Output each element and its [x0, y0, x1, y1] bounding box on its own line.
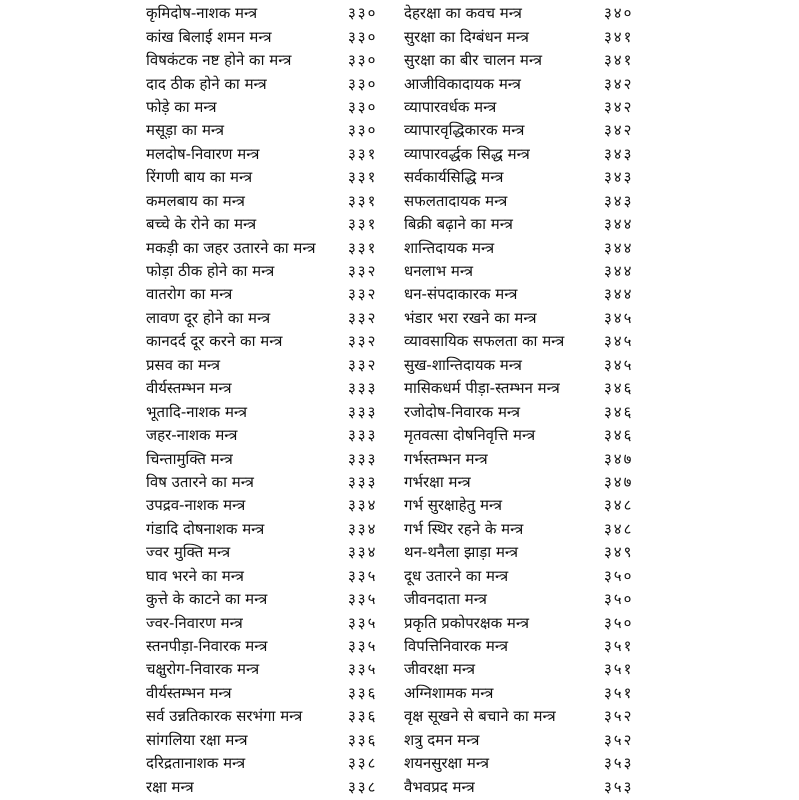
toc-entry — [404, 49, 674, 72]
toc-entry — [404, 588, 674, 611]
toc-entry-title: विपत्तिनिवारक मन्त्र — [404, 637, 508, 656]
toc-entry-page-number: ३४२ — [604, 121, 634, 140]
toc-entry-page-number: ३३३ — [348, 379, 378, 398]
toc-entry — [146, 635, 396, 658]
toc-entry — [404, 705, 674, 728]
toc-entry — [404, 236, 674, 259]
toc-entry-title: कमलबाय का मन्त्र — [146, 191, 245, 210]
toc-entry — [404, 330, 674, 353]
toc-entry-title: गंडादि दोषनाशक मन्त्र — [146, 519, 265, 538]
toc-entry-title: विषकंटक नष्ट होने का मन्त्र — [146, 51, 292, 70]
toc-entry-page-number: ३३१ — [348, 144, 378, 163]
toc-entry-title: जीवरक्षा मन्त्र — [404, 660, 476, 679]
toc-entry-title: वृक्ष सूखने से बचाने का मन्त्र — [404, 707, 556, 726]
toc-entry-page-number: ३४८ — [604, 496, 634, 515]
toc-entry-page-number: ३४७ — [604, 449, 634, 468]
toc-entry-title: प्रसव का मन्त्र — [146, 355, 221, 374]
toc-entry — [404, 25, 674, 48]
toc-entry — [146, 377, 396, 400]
toc-entry-title: प्रकृति प्रकोपरक्षक मन्त्र — [404, 613, 530, 632]
toc-entry-page-number: ३४४ — [604, 238, 634, 257]
toc-entry-title: वीर्यस्तम्भन मन्त्र — [146, 683, 232, 702]
toc-entry — [146, 96, 396, 119]
toc-entry — [146, 447, 396, 470]
toc-entry-page-number: ३४३ — [604, 191, 634, 210]
toc-entry-page-number: ३५१ — [604, 683, 634, 702]
toc-entry — [404, 143, 674, 166]
toc-entry-title: ज्वर मुक्ति मन्त्र — [146, 543, 231, 562]
toc-entry-title: व्यापारवृद्धिकारक मन्त्र — [404, 121, 525, 140]
toc-entry-page-number: ३५० — [604, 566, 634, 585]
toc-entry — [146, 49, 396, 72]
toc-entry-title: गर्भ स्थिर रहने के मन्त्र — [404, 519, 524, 538]
toc-entry-page-number: ३३१ — [348, 168, 378, 187]
toc-entry-title: कांख बिलाई शमन मन्त्र — [146, 27, 272, 46]
toc-entry — [404, 658, 674, 681]
toc-entry-page-number: ३३२ — [348, 285, 378, 304]
toc-entry-page-number: ३३० — [348, 4, 378, 23]
toc-column-left — [146, 2, 396, 799]
toc-entry-page-number: ३५२ — [604, 707, 634, 726]
toc-entry-title: सर्वकार्यसिद्धि मन्त्र — [404, 168, 504, 187]
toc-entry — [146, 307, 396, 330]
toc-entry — [404, 307, 674, 330]
toc-entry-page-number: ३४५ — [604, 332, 634, 351]
toc-entry — [146, 119, 396, 142]
toc-entry-page-number: ३३२ — [348, 332, 378, 351]
toc-entry — [146, 213, 396, 236]
toc-entry-title: शान्तिदायक मन्त्र — [404, 238, 495, 257]
toc-entry — [404, 494, 674, 517]
toc-entry — [146, 330, 396, 353]
toc-entry-page-number: ३३५ — [348, 660, 378, 679]
toc-entry-page-number: ३३८ — [348, 754, 378, 773]
toc-entry-page-number: ३३५ — [348, 566, 378, 585]
toc-entry — [404, 72, 674, 95]
toc-entry — [404, 752, 674, 775]
toc-entry-page-number: ३३० — [348, 74, 378, 93]
toc-entry-title: वीर्यस्तम्भन मन्त्र — [146, 379, 232, 398]
toc-entry-title: मृतवत्सा दोषनिवृत्ति मन्त्र — [404, 426, 536, 445]
toc-entry — [404, 213, 674, 236]
toc-entry — [404, 96, 674, 119]
toc-entry-title: व्यापारवर्द्धक सिद्ध मन्त्र — [404, 144, 530, 163]
toc-entry-page-number: ३३० — [348, 51, 378, 70]
toc-entry-title: आजीविकादायक मन्त्र — [404, 74, 521, 93]
toc-entry-page-number: ३४६ — [604, 379, 634, 398]
toc-entry-title: सर्व उन्नतिकारक सरभंगा मन्त्र — [146, 707, 303, 726]
toc-entry-title: देहरक्षा का कवच मन्त्र — [404, 4, 522, 23]
toc-entry-page-number: ३३२ — [348, 262, 378, 281]
toc-entry-page-number: ३५३ — [604, 777, 634, 796]
toc-entry-page-number: ३४४ — [604, 262, 634, 281]
toc-entry-page-number: ३४० — [604, 4, 634, 23]
toc-entry-title: भंडार भरा रखने का मन्त्र — [404, 308, 537, 327]
toc-entry-page-number: ३३६ — [348, 683, 378, 702]
toc-entry — [404, 400, 674, 423]
toc-entry — [146, 143, 396, 166]
toc-entry-page-number: ३४१ — [604, 27, 634, 46]
toc-entry-title: चिन्तामुक्ति मन्त्र — [146, 449, 233, 468]
toc-entry-page-number: ३३५ — [348, 637, 378, 656]
toc-entry — [146, 541, 396, 564]
toc-entry-page-number: ३३२ — [348, 308, 378, 327]
toc-entry-page-number: ३३४ — [348, 519, 378, 538]
toc-entry — [146, 518, 396, 541]
toc-entry — [146, 775, 396, 798]
toc-entry — [404, 377, 674, 400]
toc-entry — [146, 729, 396, 752]
toc-entry-title: ज्वर-निवारण मन्त्र — [146, 613, 243, 632]
toc-entry-title: रक्षा मन्त्र — [146, 777, 194, 796]
toc-entry-title: शयनसुरक्षा मन्त्र — [404, 754, 490, 773]
toc-entry — [404, 775, 674, 798]
toc-entry-page-number: ३३१ — [348, 191, 378, 210]
toc-entry-page-number: ३३३ — [348, 472, 378, 491]
toc-entry — [146, 283, 396, 306]
toc-entry-page-number: ३५३ — [604, 754, 634, 773]
toc-entry-page-number: ३५२ — [604, 730, 634, 749]
toc-entry-page-number: ३५० — [604, 590, 634, 609]
toc-entry-page-number: ३३५ — [348, 613, 378, 632]
toc-entry-page-number: ३५१ — [604, 660, 634, 679]
toc-entry-title: रजोदोष-निवारक मन्त्र — [404, 402, 521, 421]
toc-entry — [146, 471, 396, 494]
toc-entry-title: सुख-शान्तिदायक मन्त्र — [404, 355, 522, 374]
column-gap — [398, 4, 399, 794]
toc-entry-page-number: ३३८ — [348, 777, 378, 796]
toc-entry-title: थन-थनैला झाड़ा मन्त्र — [404, 543, 519, 562]
toc-entry-page-number: ३४६ — [604, 402, 634, 421]
toc-entry-title: फोड़ा ठीक होने का मन्त्र — [146, 262, 275, 281]
toc-entry-title: फोड़े का मन्त्र — [146, 97, 217, 116]
toc-entry-title: वैभवप्रद मन्त्र — [404, 777, 475, 796]
toc-entry-page-number: ३४५ — [604, 355, 634, 374]
toc-entry — [146, 2, 396, 25]
toc-entry — [146, 190, 396, 213]
toc-entry-title: लावण दूर होने का मन्त्र — [146, 308, 271, 327]
toc-entry — [146, 752, 396, 775]
toc-entry-page-number: ३४७ — [604, 472, 634, 491]
toc-entry-title: बिक्री बढ़ाने का मन्त्र — [404, 215, 513, 234]
toc-entry-page-number: ३३६ — [348, 730, 378, 749]
toc-entry-title: दूध उतारने का मन्त्र — [404, 566, 509, 585]
toc-entry — [146, 424, 396, 447]
toc-entry — [146, 565, 396, 588]
toc-entry-title: शत्रु दमन मन्त्र — [404, 730, 480, 749]
toc-entry — [404, 541, 674, 564]
toc-entry — [146, 166, 396, 189]
toc-entry — [404, 2, 674, 25]
toc-entry — [404, 283, 674, 306]
toc-entry-page-number: ३३६ — [348, 707, 378, 726]
toc-entry-page-number: ३३० — [348, 97, 378, 116]
toc-entry-title: मासिकधर्म पीड़ा-स्तम्भन मन्त्र — [404, 379, 560, 398]
toc-entry-page-number: ३४५ — [604, 308, 634, 327]
toc-entry — [146, 236, 396, 259]
toc-entry — [146, 494, 396, 517]
toc-entry-title: सांगलिया रक्षा मन्त्र — [146, 730, 248, 749]
toc-entry-title: भूतादि-नाशक मन्त्र — [146, 402, 248, 421]
toc-entry-title: विष उतारने का मन्त्र — [146, 472, 254, 491]
toc-entry-title: कृमिदोष-नाशक मन्त्र — [146, 4, 258, 23]
toc-entry — [404, 682, 674, 705]
toc-entry — [146, 705, 396, 728]
toc-entry-title: कुत्ते के काटने का मन्त्र — [146, 590, 268, 609]
toc-entry — [146, 72, 396, 95]
toc-entry — [146, 658, 396, 681]
toc-entry — [404, 518, 674, 541]
toc-entry-title: उपद्रव-नाशक मन्त्र — [146, 496, 246, 515]
toc-entry-page-number: ३५१ — [604, 637, 634, 656]
toc-entry-page-number: ३३१ — [348, 238, 378, 257]
toc-entry-title: वातरोग का मन्त्र — [146, 285, 233, 304]
toc-entry-page-number: ३३० — [348, 27, 378, 46]
toc-entry — [404, 119, 674, 142]
toc-entry-page-number: ३३३ — [348, 449, 378, 468]
toc-entry-title: चक्षुरोग-निवारक मन्त्र — [146, 660, 260, 679]
toc-entry-title: मकड़ी का जहर उतारने का मन्त्र — [146, 238, 316, 257]
toc-entry-title: सुरक्षा का दिग्बंधन मन्त्र — [404, 27, 529, 46]
toc-entry-page-number: ३३४ — [348, 543, 378, 562]
toc-entry-title: मलदोष-निवारण मन्त्र — [146, 144, 260, 163]
toc-entry-page-number: ३४३ — [604, 144, 634, 163]
toc-entry-page-number: ३४८ — [604, 519, 634, 538]
toc-entry-title: धन-संपदाकारक मन्त्र — [404, 285, 518, 304]
toc-entry — [404, 424, 674, 447]
toc-entry-title: दाद ठीक होने का मन्त्र — [146, 74, 267, 93]
toc-entry — [146, 682, 396, 705]
toc-entry-page-number: ३३१ — [348, 215, 378, 234]
toc-entry — [404, 447, 674, 470]
toc-entry-page-number: ३४२ — [604, 97, 634, 116]
toc-entry-page-number: ३४२ — [604, 74, 634, 93]
toc-entry — [146, 400, 396, 423]
toc-entry-title: सुरक्षा का बीर चालन मन्त्र — [404, 51, 543, 70]
toc-entry — [404, 471, 674, 494]
toc-entry — [404, 611, 674, 634]
toc-entry-page-number: ३३३ — [348, 426, 378, 445]
toc-entry — [146, 611, 396, 634]
toc-entry-title: व्यावसायिक सफलता का मन्त्र — [404, 332, 565, 351]
toc-entry — [404, 354, 674, 377]
toc-entry-title: स्तनपीड़ा-निवारक मन्त्र — [146, 637, 268, 656]
toc-entry-page-number: ३५० — [604, 613, 634, 632]
toc-entry-page-number: ३४६ — [604, 426, 634, 445]
toc-entry-page-number: ३३५ — [348, 590, 378, 609]
toc-entry-title: मसूड़ा का मन्त्र — [146, 121, 225, 140]
toc-entry-page-number: ३४४ — [604, 285, 634, 304]
toc-entry — [146, 588, 396, 611]
toc-entry-page-number: ३४१ — [604, 51, 634, 70]
toc-entry — [404, 260, 674, 283]
toc-entry-title: सफलतादायक मन्त्र — [404, 191, 508, 210]
toc-entry-title: गर्भ सुरक्षाहेतु मन्त्र — [404, 496, 503, 515]
toc-entry-title: जहर-नाशक मन्त्र — [146, 426, 238, 445]
toc-entry-title: घाव भरने का मन्त्र — [146, 566, 244, 585]
toc-entry-title: गर्भरक्षा मन्त्र — [404, 472, 471, 491]
toc-entry-title: अग्निशामक मन्त्र — [404, 683, 494, 702]
toc-entry-page-number: ३३३ — [348, 402, 378, 421]
toc-entry-title: दरिद्रतानाशक मन्त्र — [146, 754, 246, 773]
toc-entry-title: रिंगणी बाय का मन्त्र — [146, 168, 253, 187]
toc-entry — [146, 354, 396, 377]
toc-entry-page-number: ३४४ — [604, 215, 634, 234]
toc-entry-title: व्यापारवर्धक मन्त्र — [404, 97, 497, 116]
toc-entry-page-number: ३३२ — [348, 355, 378, 374]
toc-entry-title: कानदर्द दूर करने का मन्त्र — [146, 332, 283, 351]
toc-entry — [146, 25, 396, 48]
toc-entry — [404, 190, 674, 213]
toc-entry — [404, 729, 674, 752]
toc-entry-title: जीवनदाता मन्त्र — [404, 590, 487, 609]
toc-entry — [404, 565, 674, 588]
toc-entry-page-number: ३३० — [348, 121, 378, 140]
toc-entry-page-number: ३३४ — [348, 496, 378, 515]
toc-entry — [146, 260, 396, 283]
toc-entry-title: बच्चे के रोने का मन्त्र — [146, 215, 257, 234]
toc-entry — [404, 635, 674, 658]
toc-entry-title: गर्भस्तम्भन मन्त्र — [404, 449, 488, 468]
toc-entry-page-number: ३४३ — [604, 168, 634, 187]
toc-entry-title: धनलाभ मन्त्र — [404, 262, 474, 281]
toc-column-right — [404, 2, 674, 799]
toc-entry-page-number: ३४९ — [604, 543, 634, 562]
toc-entry — [404, 166, 674, 189]
